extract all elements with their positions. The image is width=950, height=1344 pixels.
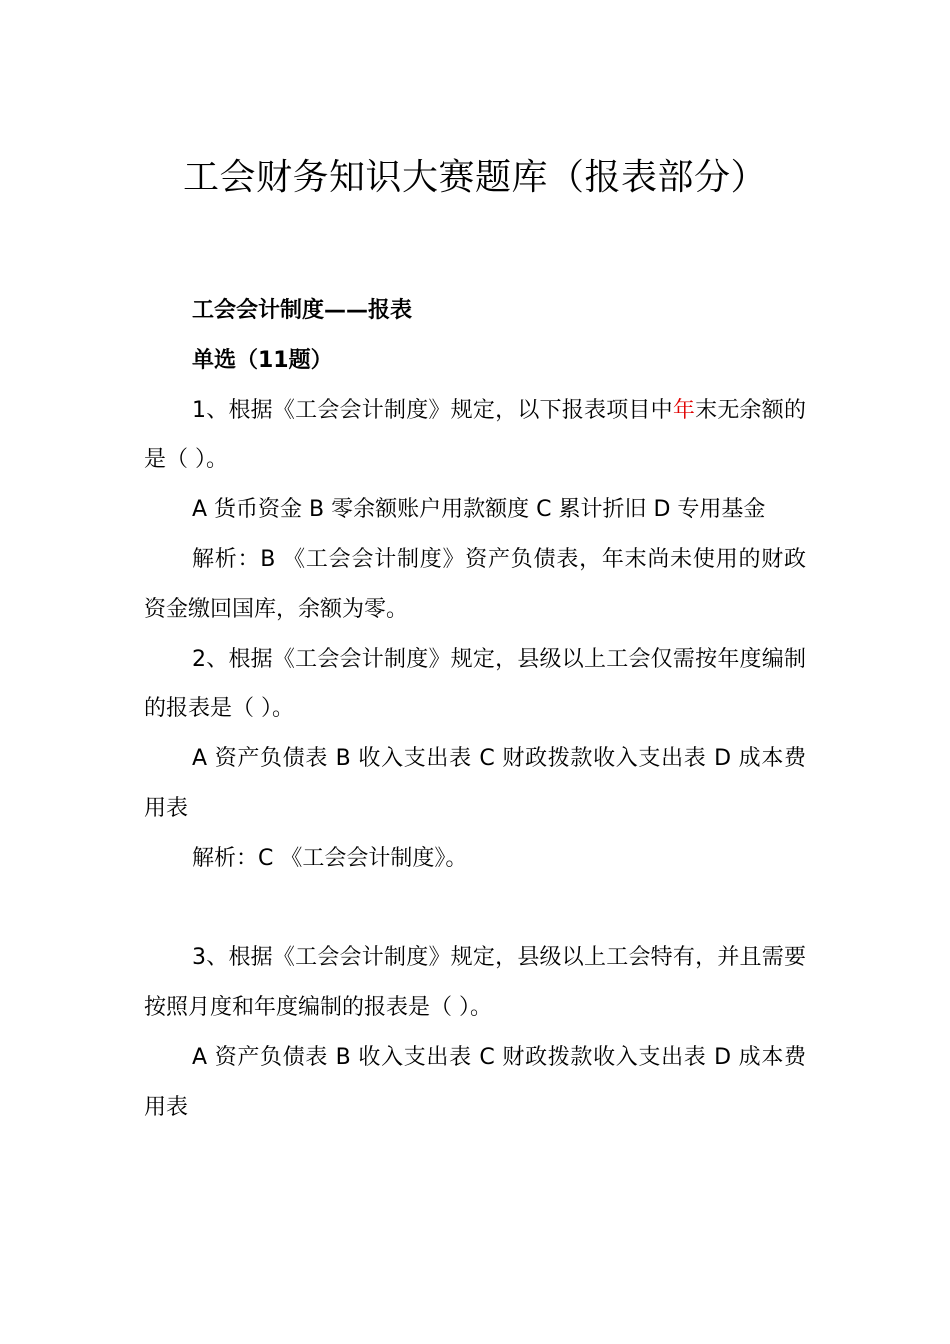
question-2-options: A 资产负债表 B 收入支出表 C 财政拨款收入支出表 D 成本费用表 [144, 746, 806, 821]
document-body [144, 286, 806, 1133]
question-1-stem [144, 386, 806, 486]
question-1-options: A 货币资金 B 零余额账户用款额度 C 累计折旧 D 专用基金 [192, 497, 766, 523]
question-1-stem-end: 末无余额的是（ ）。 [144, 397, 806, 473]
subheading: 单选（11题） [192, 347, 333, 373]
question-2-stem: 2、根据《工会会计制度》规定，县级以上工会仅需按年度编制的报表是（ ）。 [144, 646, 806, 722]
question-2-analysis: 解析：C 《工会会计制度》。 [192, 845, 468, 871]
document-title: 工会财务知识大赛题库（报表部分） [182, 157, 767, 198]
question-3-stem: 3、根据《工会会计制度》规定，县级以上工会特有，并且需要按照月度和年度编制的报表是（ ）。 [144, 945, 806, 1021]
question-1-analysis: 解析：B 《工会会计制度》资产负债表，年末尚未使用的财政资金缴回国库，余额为零。 [144, 546, 806, 622]
section-heading: 工会会计制度——报表 [192, 298, 413, 323]
question-1-stem-start: 1、根据《工会会计制度》规定，以下报表项目中 [192, 397, 673, 423]
question-3-options: A 资产负债表 B 收入支出表 C 财政拨款收入支出表 D 成本费用表 [144, 1044, 806, 1120]
question-1-highlight: 年 [672, 397, 696, 423]
blank-line [144, 884, 806, 934]
